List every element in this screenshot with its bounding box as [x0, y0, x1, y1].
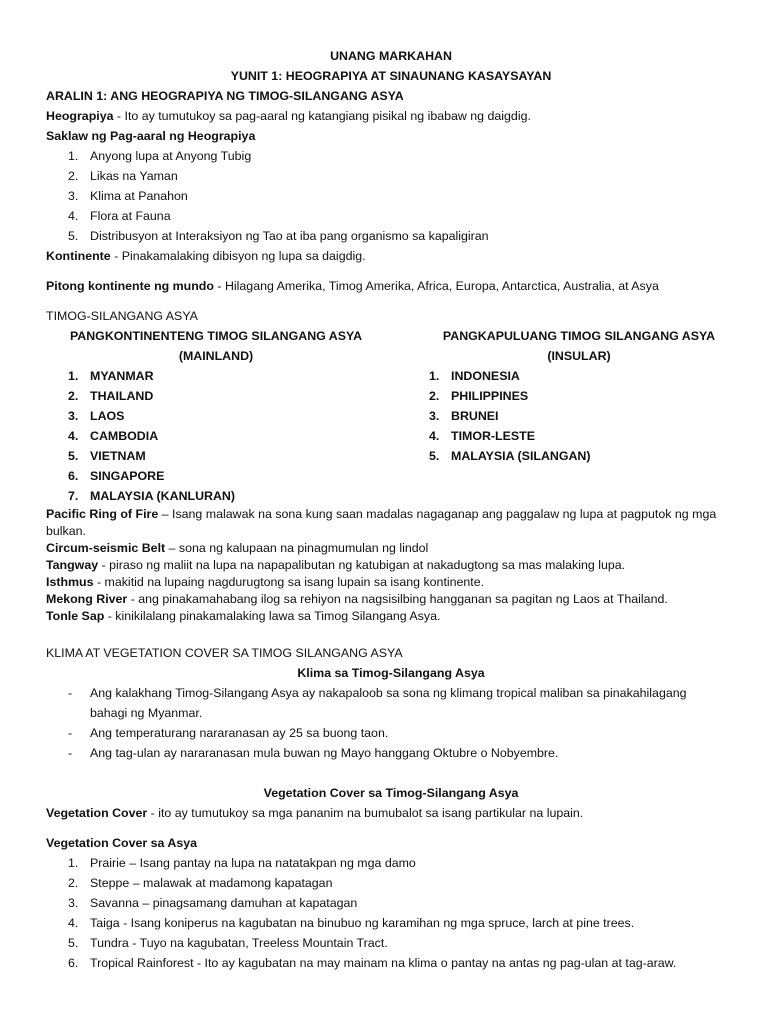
mainland-list: [46, 366, 429, 506]
document-page: [46, 46, 736, 973]
insular-subheading: (INSULAR): [547, 349, 611, 363]
insular-column: [429, 326, 736, 506]
list-item: 4. CAMBODIA: [68, 429, 159, 443]
definition-tangway: Tangway - piraso ng maliit na lupa na napapalibutan ng katubigan at nakadugtong sa mas malaking lupa.: [46, 558, 626, 572]
vegetation-asya-heading: Vegetation Cover sa Asya: [46, 836, 198, 850]
definition-ring-of-fire: Pacific Ring of Fire – Isang malawak na sona kung saan madalas nagaganap ang paggalaw ng lupa at pagputok ng mga bulkan.: [46, 507, 717, 538]
list-item: - Ang kalakhang Timog-Silangang Asya ay nakapaloob sa sona ng klimang tropical maliban sa pinakahilagang bahagi ng Myanmar.: [68, 686, 687, 720]
definitions-block: [46, 506, 736, 625]
list-item: 7. MALAYSIA (KANLURAN): [68, 489, 236, 503]
list-item: 2. Likas na Yaman: [68, 169, 178, 183]
saklaw-heading: Saklaw ng Pag-aaral ng Heograpiya: [46, 129, 256, 143]
mainland-subheading: (MAINLAND): [178, 349, 254, 363]
heograpiya-definition: [46, 106, 736, 126]
list-item: 5. VIETNAM: [68, 449, 146, 463]
list-item: - Ang tag-ulan ay nararanasan mula buwan ng Mayo hanggang Oktubre o Nobyembre.: [68, 746, 559, 760]
quarter-heading: UNANG MARKAHAN: [330, 49, 452, 63]
list-item: 4. TIMOR-LESTE: [429, 429, 535, 443]
list-item: 2. THAILAND: [68, 389, 154, 403]
insular-heading: PANGKAPULUANG TIMOG SILANGANG ASYA: [442, 329, 716, 343]
pito-definition: Pitong kontinente ng mundo - Hilagang Amerika, Timog Amerika, Africa, Europa, Antarctica, Australia, at Asya: [46, 279, 659, 293]
tsa-columns: [46, 326, 736, 506]
list-item: 6. Tropical Rainforest - Ito ay kagubatan na may mainam na klima o pantay na antas ng pag-ulan at tag-araw.: [68, 956, 677, 970]
unit-heading: YUNIT 1: HEOGRAPIYA AT SINAUNANG KASAYSAYAN: [230, 69, 552, 83]
definition-tonle-sap: Tonle Sap - kinikilalang pinakamalaking lawa sa Timog Silangang Asya.: [46, 609, 441, 623]
tsa-heading: TIMOG-SILANGANG ASYA: [46, 309, 198, 323]
list-item: 5. Tundra - Tuyo na kagubatan, Treeless Mountain Tract.: [68, 936, 388, 950]
definition-circum-seismic: Circum-seismic Belt – sona ng kalupaan na pinagmumulan ng lindol: [46, 541, 429, 555]
kontinente-definition: Kontinente - Pinakamalaking dibisyon ng lupa sa daigdig.: [46, 249, 366, 263]
definition-isthmus: Isthmus - makitid na lupaing nagdurugtong sa isang lupain sa isang kontinente.: [46, 575, 485, 589]
list-item: 1. MYANMAR: [68, 369, 154, 383]
list-item: 5. Distribusyon at Interaksiyon ng Tao at iba pang organismo sa kapaligiran: [68, 229, 489, 243]
list-item: 3. LAOS: [68, 409, 125, 423]
definition-mekong: Mekong River - ang pinakamahabang ilog sa rehiyon na nagsisilbing hangganan sa pagitan ng Laos at Thailand.: [46, 592, 668, 606]
vegetation-definition: Vegetation Cover - ito ay tumutukoy sa mga pananim na bumubalot sa isang partikular na lupain.: [46, 806, 584, 820]
list-item: 6. SINGAPORE: [68, 469, 165, 483]
list-item: - Ang temperaturang nararanasan ay 25 sa buong taon.: [68, 726, 389, 740]
list-item: 1. INDONESIA: [429, 369, 520, 383]
list-item: 4. Taiga - Isang koniperus na kagubatan na binubuo ng karamihan ng mga spruce, larch at pine trees.: [68, 916, 635, 930]
vegetation-list: [46, 853, 736, 973]
heograpiya-text: - Ito ay tumutukoy sa pag-aaral ng katangiang pisikal ng ibabaw ng daigdig.: [113, 109, 531, 123]
list-item: 1. Anyong lupa at Anyong Tubig: [68, 149, 252, 163]
klima-heading: KLIMA AT VEGETATION COVER SA TIMOG SILANGANG ASYA: [46, 646, 403, 660]
list-item: 2. Steppe – malawak at madamong kapatagan: [68, 876, 333, 890]
list-item: 1. Prairie – Isang pantay na lupa na natatakpan ng mga damo: [68, 856, 416, 870]
list-item: 4. Flora at Fauna: [68, 209, 171, 223]
heograpiya-term: Heograpiya: [46, 109, 114, 123]
list-item: 2. PHILIPPINES: [429, 389, 529, 403]
insular-list: [429, 366, 736, 466]
list-item: 3. Klima at Panahon: [68, 189, 188, 203]
list-item: 3. BRUNEI: [429, 409, 499, 423]
mainland-column: [46, 326, 429, 506]
list-item: 3. Savanna – pinagsamang damuhan at kapatagan: [68, 896, 358, 910]
klima-subheading: Klima sa Timog-Silangang Asya: [297, 666, 485, 680]
mainland-heading: PANGKONTINENTENG TIMOG SILANGANG ASYA: [69, 329, 363, 343]
saklaw-list: [46, 146, 736, 246]
klima-list: [46, 683, 736, 763]
list-item: 5. MALAYSIA (SILANGAN): [429, 449, 591, 463]
vegetation-subheading: Vegetation Cover sa Timog-Silangang Asya: [263, 786, 519, 800]
lesson-heading: ARALIN 1: ANG HEOGRAPIYA NG TIMOG-SILANGANG ASYA: [46, 89, 404, 103]
